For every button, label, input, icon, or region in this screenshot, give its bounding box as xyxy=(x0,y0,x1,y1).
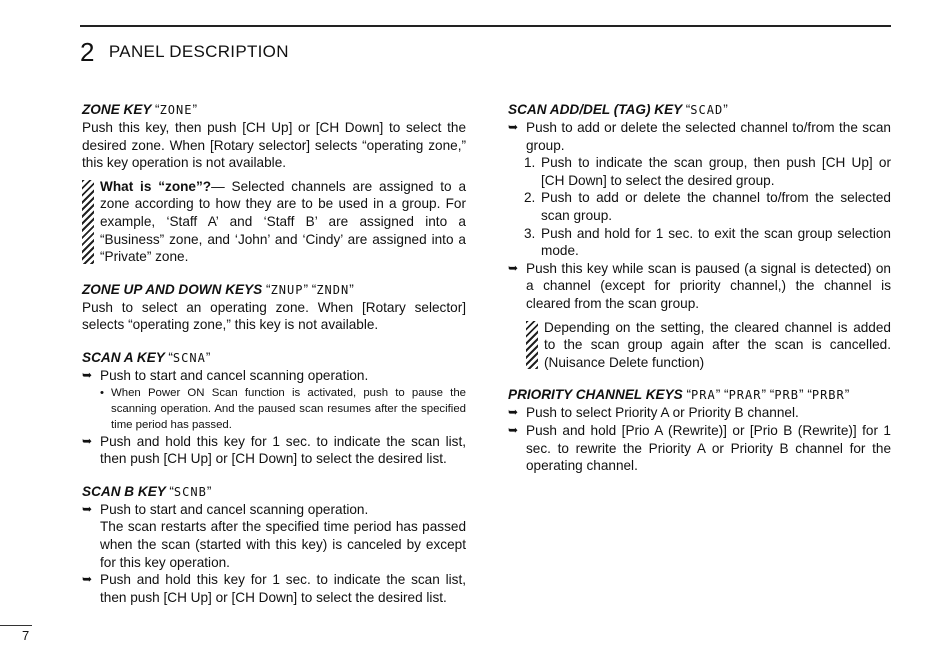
chapter-number: 2 xyxy=(80,37,95,67)
lcd-label: ZNDN xyxy=(316,282,350,297)
arrow-icon: ➥ xyxy=(82,433,93,448)
arrow-item: ➥ Push this key while scan is paused (a signal is detected) on a channel (except for priority channel,) the channel is cleared from the scan group. xyxy=(508,260,891,311)
lcd-label: PRA xyxy=(691,388,716,403)
arrow-icon: ➥ xyxy=(508,120,519,134)
arrow-icon: ➥ xyxy=(82,572,93,587)
arrow-icon: ➥ xyxy=(508,260,519,275)
lcd-label: SCAD xyxy=(690,103,724,117)
priority-section xyxy=(508,386,891,474)
zone-key-section xyxy=(82,101,466,266)
arrow-icon: ➥ xyxy=(82,367,93,382)
numbered-step: 2. Push to add or delete the channel to/from the selected scan group. xyxy=(524,190,891,223)
page-number: 7 xyxy=(22,628,30,643)
footer-rule xyxy=(0,625,32,626)
lcd-label: PRAR xyxy=(728,388,762,403)
note-box xyxy=(526,319,891,372)
arrow-icon: ➥ xyxy=(508,422,519,437)
header-rule xyxy=(80,25,891,27)
scan-b-section xyxy=(82,483,466,607)
scan-add-section xyxy=(508,101,891,371)
left-column xyxy=(82,101,466,621)
scan-a-section xyxy=(82,349,466,468)
section-heading: SCAN A KEY “SCNA” xyxy=(82,349,211,365)
lcd-label: PRB xyxy=(774,388,800,403)
note-text: — Selected channels are assigned to a zone according to how they are to be used in a group. For example, ‘Staff A’ and ‘Staff B’ are assigned into a “Business” zone, and ‘John’ and ‘Cindy’ are assigned into a “Private” zone. xyxy=(100,178,467,265)
arrow-icon: ➥ xyxy=(82,501,93,516)
arrow-item: ➥ Push and hold this key for 1 sec. to indicate the scan list, then push [CH Up] or [CH Down] to select the desired list. xyxy=(82,572,466,605)
section-body: Push to select an operating zone. When [Rotary selector] selects “operating zone,” this key is not available. xyxy=(82,299,466,333)
arrow-item: ➥ Push to add or delete the selected channel to/from the scan group. xyxy=(508,120,891,153)
bullet-icon: • xyxy=(100,386,104,399)
section-heading: ZONE KEY “ZONE” xyxy=(82,102,197,117)
lcd-label: SCNA xyxy=(172,350,206,365)
arrow-icon: ➥ xyxy=(508,405,519,420)
right-column xyxy=(508,101,891,490)
arrow-item: ➥ Push to start and cancel scanning operation. xyxy=(82,367,369,383)
section-heading: ZONE UP AND DOWN KEYS “ZNUP” “ZNDN” xyxy=(82,281,354,297)
bullet-item: • When Power ON Scan function is activated, push to pause the scanning operation. And the paused scan resumes after the specified time period has passed. xyxy=(100,386,466,431)
lcd-label: ZNUP xyxy=(270,282,304,297)
zone-updown-section xyxy=(82,281,466,334)
numbered-step: 1. Push to indicate the scan group, then push [CH Up] or [CH Down] to select the desired group. xyxy=(524,155,891,188)
note-lead: What is “zone”? xyxy=(100,178,212,194)
section-heading: SCAN ADD/DEL (TAG) KEY “SCAD” xyxy=(508,102,728,117)
note-text: Depending on the setting, the cleared channel is added to the scan group again after the scan is cancelled. (Nuisance Delete function) xyxy=(544,319,891,370)
chapter-title: PANEL DESCRIPTION xyxy=(108,42,289,61)
section-heading: PRIORITY CHANNEL KEYS “PRA” “PRAR” “PRB” “PRBR” xyxy=(508,387,850,403)
note-hatch-icon xyxy=(82,180,94,264)
note-box xyxy=(82,178,466,266)
arrow-item: ➥ Push and hold this key for 1 sec. to indicate the scan list, then push [CH Up] or [CH Down] to select the desired list. xyxy=(82,433,466,467)
numbered-step: 3. Push and hold for 1 sec. to exit the scan group selection mode. xyxy=(524,225,891,259)
lcd-label: SCNB xyxy=(173,484,207,499)
arrow-item: ➥ Push to start and cancel scanning operation. xyxy=(82,501,369,517)
continuation-text: The scan restarts after the specified time period has passed when the scan (started with this key) is canceled by except for this key operation. xyxy=(100,519,466,570)
section-body: Push this key, then push [CH Up] or [CH Down] to select the desired zone. When [Rotary selector] selects “operating zone,” this key operation is not available. xyxy=(82,120,466,171)
arrow-item: ➥ Push and hold [Prio A (Rewrite)] or [Prio B (Rewrite)] for 1 sec. to rewrite the Priority A or Priority B channel for the operating channel. xyxy=(508,422,891,474)
lcd-label: ZONE xyxy=(159,103,193,117)
lcd-label: PRBR xyxy=(811,388,845,403)
arrow-item: ➥ Push to select Priority A or Priority B channel. xyxy=(508,405,799,421)
section-heading: SCAN B KEY “SCNB” xyxy=(82,483,212,499)
chapter-heading xyxy=(80,38,289,66)
note-hatch-icon xyxy=(526,321,538,370)
